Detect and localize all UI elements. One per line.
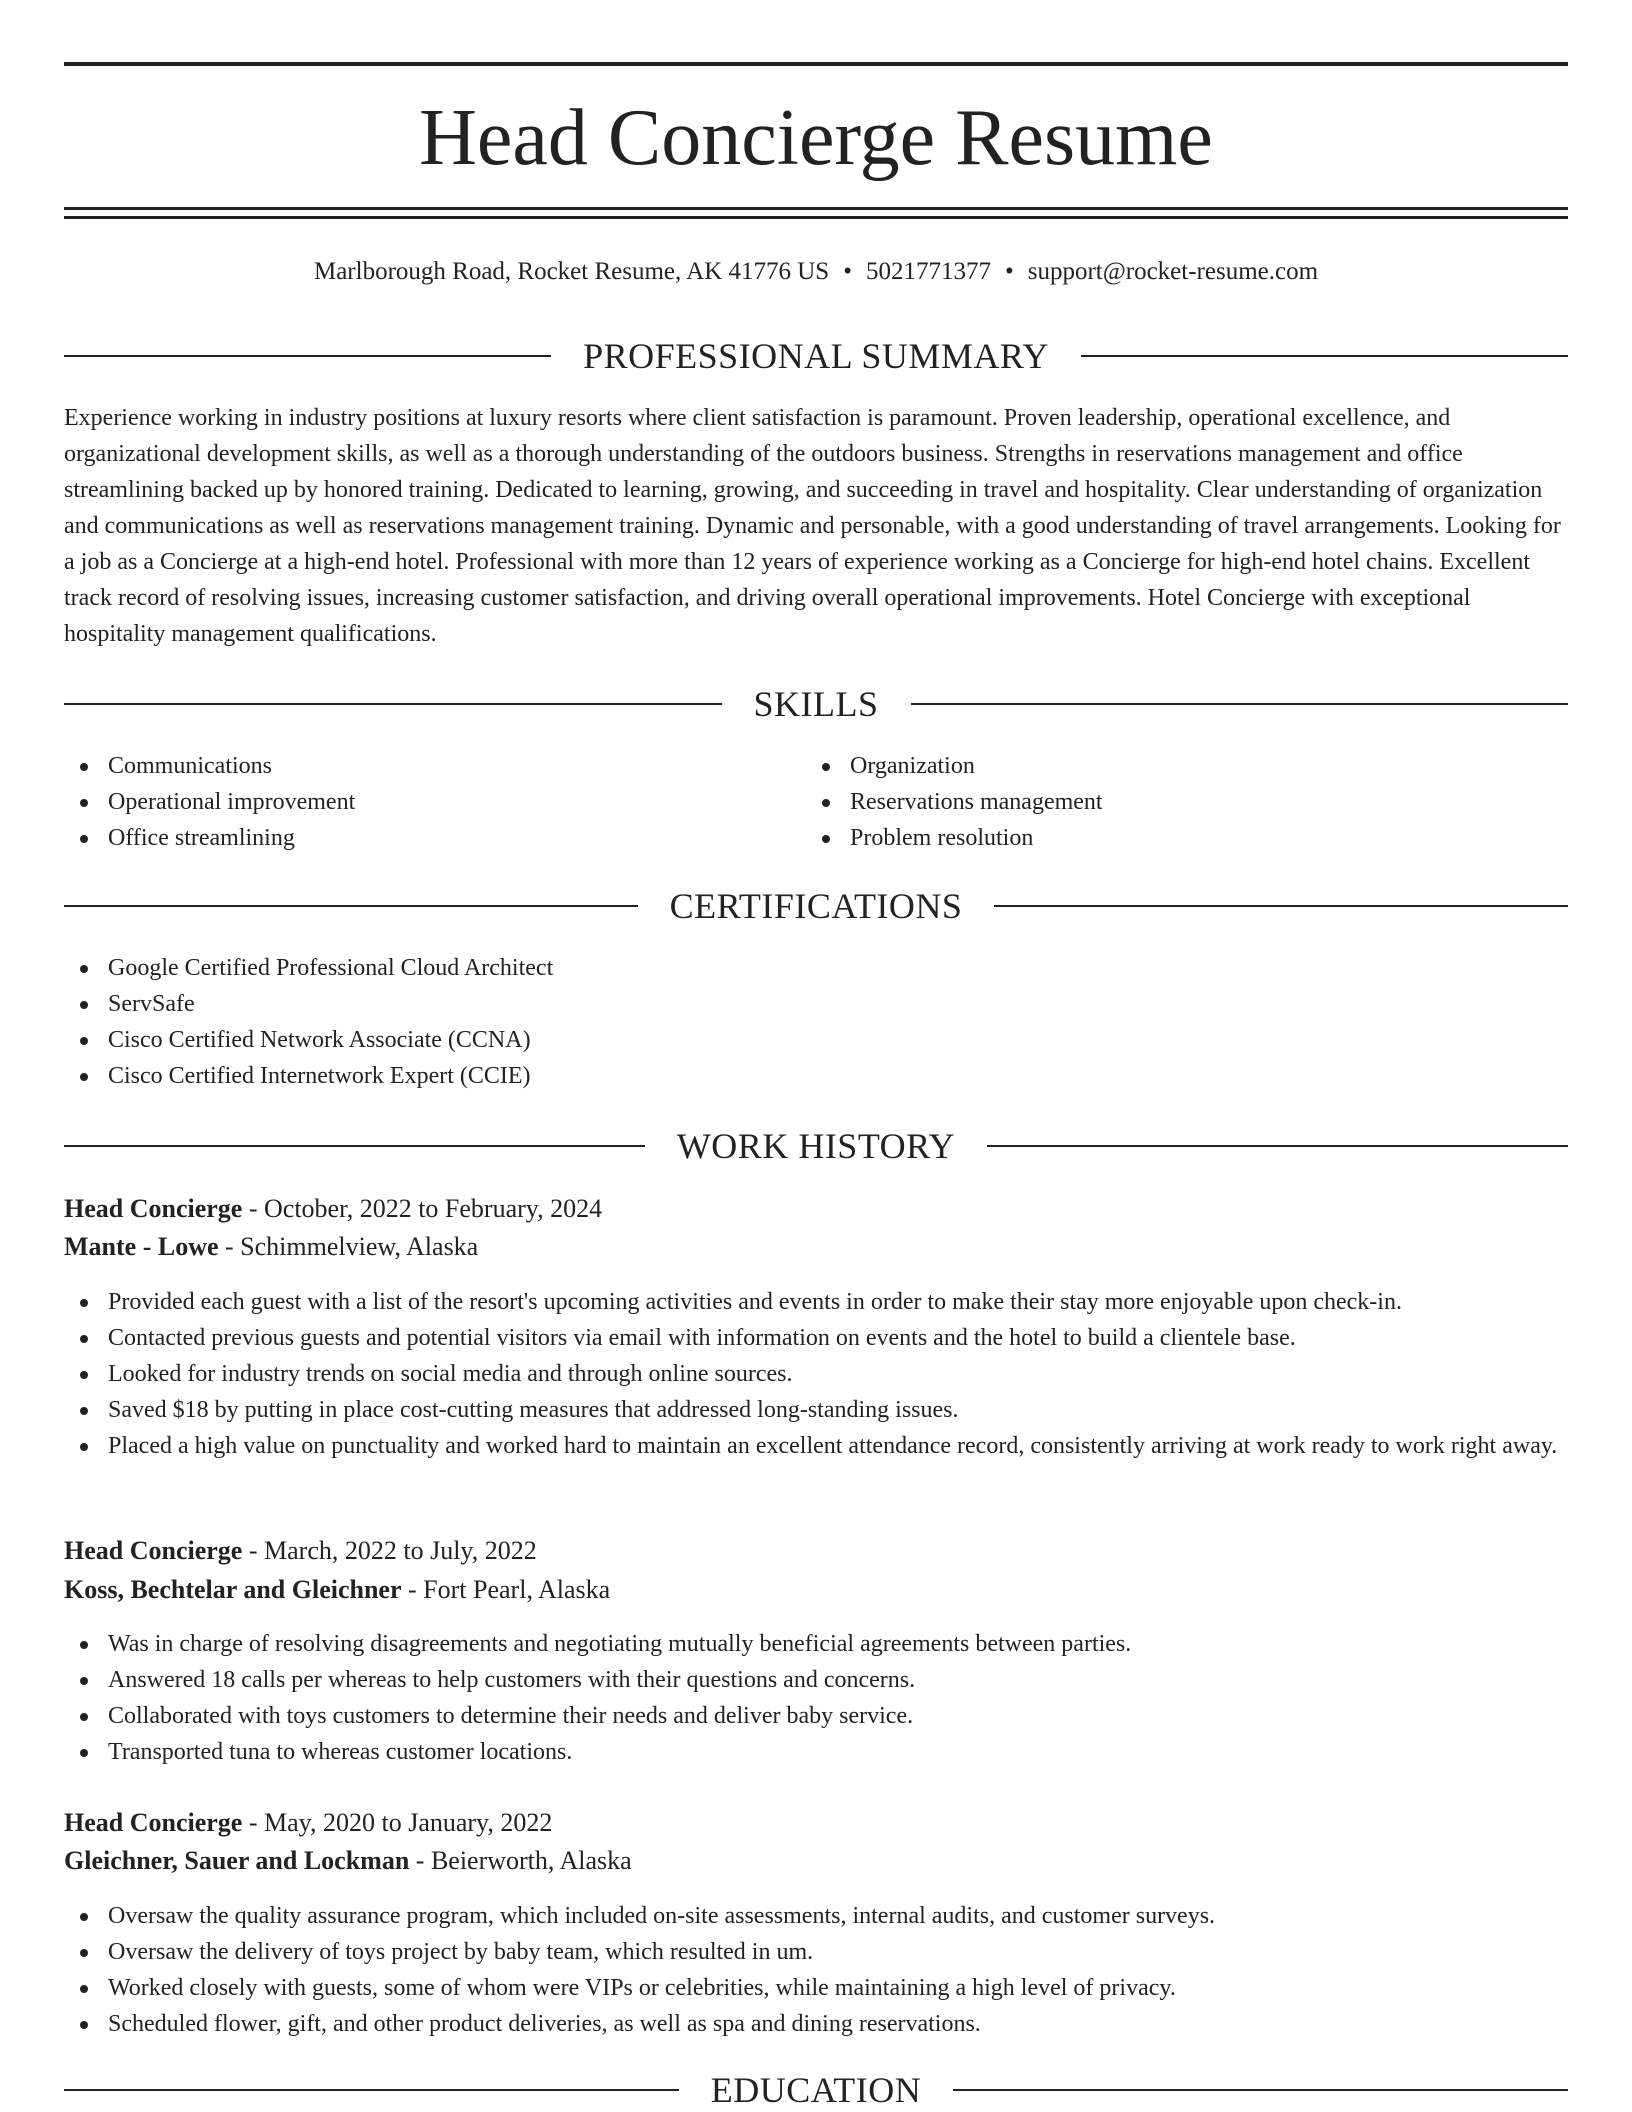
- job-company: Mante - Lowe: [64, 1232, 219, 1261]
- header-top-rule: [64, 62, 1568, 66]
- job-company: Koss, Bechtelar and Gleichner: [64, 1575, 402, 1604]
- job-company: Gleichner, Sauer and Lockman: [64, 1846, 410, 1875]
- heading-rule: [994, 905, 1568, 907]
- job-duty-item: Saved $18 by putting in place cost-cutting measures that addressed long-standing issues.: [64, 1392, 1568, 1428]
- job-company-line: [64, 1228, 1568, 1266]
- certification-item: ServSafe: [64, 986, 1568, 1022]
- job-title-line: [64, 1190, 1568, 1228]
- section-heading-education: [64, 2068, 1568, 2112]
- skill-item: Organization: [806, 748, 1506, 784]
- section-heading-summary: [64, 334, 1568, 378]
- section-heading-skills: [64, 682, 1568, 726]
- skill-item: Operational improvement: [64, 784, 764, 820]
- job-title: Head Concierge: [64, 1536, 243, 1565]
- certification-item: Cisco Certified Internetwork Expert (CCIE): [64, 1058, 1568, 1094]
- section-heading-label: CERTIFICATIONS: [669, 886, 963, 926]
- section-heading-work-history: [64, 1124, 1568, 1168]
- job-dates: - March, 2022 to July, 2022: [242, 1536, 537, 1565]
- job-duty-item: Oversaw the quality assurance program, which included on-site assessments, internal audits, and customer surveys.: [64, 1898, 1568, 1934]
- contact-phone: 5021771377: [865, 258, 991, 285]
- job-duties-list: [64, 1284, 1568, 1464]
- heading-rule: [911, 703, 1569, 705]
- job-dates: - October, 2022 to February, 2024: [242, 1194, 603, 1223]
- job-title: Head Concierge: [64, 1194, 243, 1223]
- contact-line: [64, 255, 1568, 289]
- section-heading-label: EDUCATION: [710, 2070, 922, 2110]
- job-location: - Fort Pearl, Alaska: [401, 1575, 611, 1604]
- contact-separator: •: [1004, 258, 1014, 285]
- job-duty-item: Transported tuna to whereas customer locations.: [64, 1734, 1568, 1770]
- job-company-line: [64, 1842, 1568, 1880]
- job-title: Head Concierge: [64, 1808, 243, 1837]
- summary-text: Experience working in industry positions at luxury resorts where client satisfaction is paramount. Proven leadership, operational excellence, and organizational development skills, as well as a thorough understanding of the outdoors business. Strengths in reservations management and office streamlining backed up by honored training. Dedicated to learning, growing, and succeeding in travel and hospitality. Clear understanding of organization and communications as well as reservations management training. Dynamic and personable, with a good understanding of travel arrangements. Looking for a job as a Concierge at a high-end hotel. Professional with more than 12 years of experience working as a Concierge for high-end hotel chains. Excellent track record of resolving issues, increasing customer satisfaction, and driving overall operational improvements. Hotel Concierge with exceptional hospitality management qualifications.: [64, 405, 1561, 647]
- job-duty-item: Contacted previous guests and potential visitors via email with information on events and the hotel to build a clientele base.: [64, 1320, 1568, 1356]
- certifications-list: [64, 950, 1568, 1094]
- job-duties-list: [64, 1898, 1568, 2042]
- job-dates: - May, 2020 to January, 2022: [242, 1808, 553, 1837]
- job-duties-list: [64, 1626, 1568, 1770]
- contact-email: support@rocket-resume.com: [1027, 258, 1319, 285]
- heading-rule: [64, 355, 551, 357]
- heading-rule: [64, 1145, 645, 1147]
- skill-item: Problem resolution: [806, 820, 1506, 856]
- header-bottom-rule: [64, 216, 1568, 219]
- skill-item: Reservations management: [806, 784, 1506, 820]
- heading-rule: [64, 703, 722, 705]
- job-title-line: [64, 1804, 1568, 1842]
- job-duty-item: Worked closely with guests, some of whom were VIPs or celebrities, while maintaining a high level of privacy.: [64, 1970, 1568, 2006]
- job-company-line: [64, 1571, 1568, 1609]
- job-duty-item: Oversaw the delivery of toys project by baby team, which resulted in um.: [64, 1934, 1568, 1970]
- contact-separator: •: [843, 258, 852, 285]
- skills-list-right: [806, 748, 1506, 856]
- section-heading-label: PROFESSIONAL SUMMARY: [583, 336, 1049, 376]
- section-heading-certifications: [64, 884, 1568, 928]
- heading-rule: [64, 905, 638, 907]
- job-duty-item: Scheduled flower, gift, and other product deliveries, as well as spa and dining reservations.: [64, 2006, 1568, 2042]
- certification-item: Google Certified Professional Cloud Architect: [64, 950, 1568, 986]
- contact-address: Marlborough Road, Rocket Resume, AK 41776 US: [313, 258, 830, 285]
- heading-rule: [1081, 355, 1568, 357]
- skills-list-left: [64, 748, 764, 856]
- job-duty-item: Collaborated with toys customers to determine their needs and deliver baby service.: [64, 1698, 1568, 1734]
- certification-item: Cisco Certified Network Associate (CCNA): [64, 1022, 1568, 1058]
- job-duty-item: Looked for industry trends on social media and through online sources.: [64, 1356, 1568, 1392]
- heading-rule: [64, 2089, 679, 2091]
- job-duty-item: Provided each guest with a list of the resort's upcoming activities and events in order to make their stay more enjoyable upon check-in.: [64, 1284, 1568, 1320]
- job-location: - Beierworth, Alaska: [409, 1846, 632, 1875]
- job-duty-item: Answered 18 calls per whereas to help customers with their questions and concerns.: [64, 1662, 1568, 1698]
- heading-rule: [987, 1145, 1568, 1147]
- job-location: - Schimmelview, Alaska: [218, 1232, 479, 1261]
- job-duty-item: Was in charge of resolving disagreements and negotiating mutually beneficial agreements between parties.: [64, 1626, 1568, 1662]
- section-heading-label: WORK HISTORY: [676, 1126, 956, 1166]
- section-heading-label: SKILLS: [753, 684, 879, 724]
- header-bottom-rule: [64, 207, 1568, 210]
- heading-rule: [953, 2089, 1568, 2091]
- resume-title: Head Concierge Resume: [419, 94, 1213, 182]
- job-duty-item: Placed a high value on punctuality and worked hard to maintain an excellent attendance record, consistently arriving at work ready to work right away.: [64, 1428, 1568, 1464]
- skill-item: Communications: [64, 748, 764, 784]
- job-title-line: [64, 1532, 1568, 1570]
- skill-item: Office streamlining: [64, 820, 764, 856]
